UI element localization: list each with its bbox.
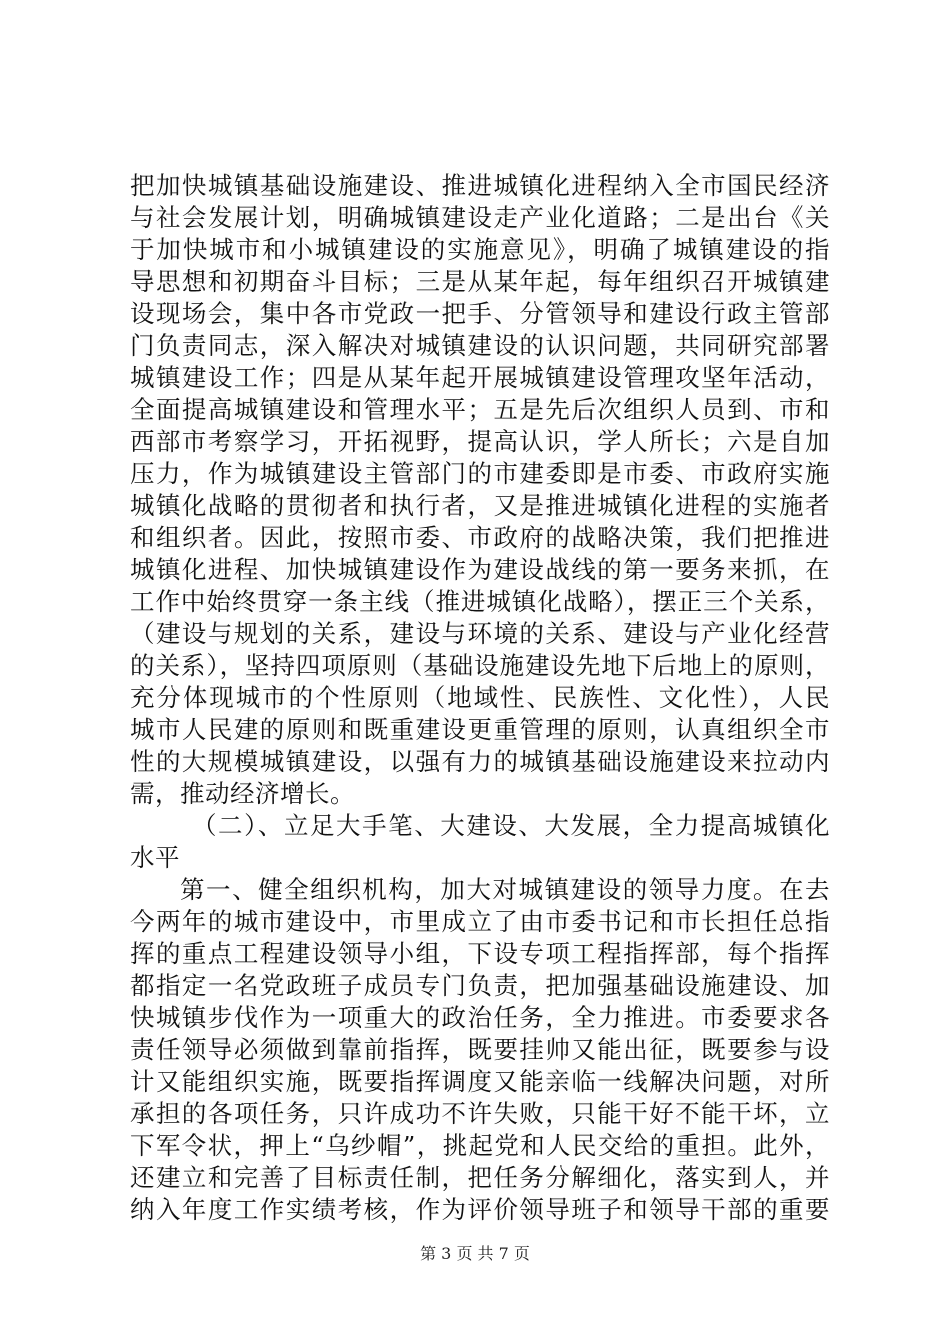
text-line: （建设与规划的关系，建设与环境的关系、建设与产业化经营 bbox=[130, 619, 830, 648]
text-line: 今两年的城市建设中，市里成立了由市委书记和市长担任总指 bbox=[130, 907, 830, 936]
text-line: 下军令状，押上“乌纱帽”，挑起党和人民交给的重担。此外， bbox=[130, 1131, 830, 1160]
text-line: 导思想和初期奋斗目标；三是从某年起，每年组织召开城镇建 bbox=[130, 267, 830, 296]
text-line: 西部市考察学习，开拓视野，提高认识，学人所长；六是自加 bbox=[130, 427, 830, 456]
text-line: 需，推动经济增长。 bbox=[130, 779, 355, 808]
text-line: 充分体现城市的个性原则（地域性、民族性、文化性），人民 bbox=[130, 683, 830, 712]
text-line: 的关系），坚持四项原则（基础设施建设先地下后地上的原则， bbox=[130, 651, 830, 680]
text-line: 和组织者。因此，按照市委、市政府的战略决策，我们把推进 bbox=[130, 523, 830, 552]
section-heading bbox=[130, 810, 830, 874]
document-body bbox=[130, 170, 830, 1226]
heading-line: 水平 bbox=[130, 843, 180, 872]
text-line: 还建立和完善了目标责任制，把任务分解细化，落实到人，并 bbox=[130, 1163, 830, 1192]
heading-line: （二）、立足大手笔、大建设、大发展，全力提高城镇化 bbox=[192, 811, 830, 840]
paragraph-2 bbox=[130, 874, 830, 1226]
text-line: 设现场会，集中各市党政一把手、分管领导和建设行政主管部 bbox=[130, 299, 830, 328]
text-line: 第一、健全组织机构，加大对城镇建设的领导力度。在去 bbox=[180, 875, 830, 904]
text-line: 纳入年度工作实绩考核，作为评价领导班子和领导干部的重要 bbox=[130, 1195, 830, 1224]
text-line: 把加快城镇基础设施建设、推进城镇化进程纳入全市国民经济 bbox=[130, 171, 830, 200]
text-line: 门负责同志，深入解决对城镇建设的认识问题，共同研究部署 bbox=[130, 331, 830, 360]
text-line: 城镇建设工作；四是从某年起开展城镇建设管理攻坚年活动， bbox=[130, 363, 830, 392]
text-line: 计又能组织实施，既要指挥调度又能亲临一线解决问题，对所 bbox=[130, 1067, 830, 1096]
text-line: 性的大规模城镇建设，以强有力的城镇基础设施建设来拉动内 bbox=[130, 747, 830, 776]
text-line: 于加快城市和小城镇建设的实施意见》，明确了城镇建设的指 bbox=[130, 235, 830, 264]
text-line: 压力，作为城镇建设主管部门的市建委即是市委、市政府实施 bbox=[130, 459, 830, 488]
text-line: 全面提高城镇建设和管理水平；五是先后次组织人员到、市和 bbox=[130, 395, 830, 424]
text-line: 责任领导必须做到靠前指挥，既要挂帅又能出征，既要参与设 bbox=[130, 1035, 830, 1064]
text-line: 城镇化战略的贯彻者和执行者，又是推进城镇化进程的实施者 bbox=[130, 491, 830, 520]
text-line: 城镇化进程、加快城镇建设作为建设战线的第一要务来抓，在 bbox=[130, 555, 830, 584]
paragraph-1 bbox=[130, 170, 830, 810]
text-line: 工作中始终贯穿一条主线（推进城镇化战略），摆正三个关系， bbox=[130, 587, 830, 616]
text-line: 承担的各项任务，只许成功不许失败，只能干好不能干坏，立 bbox=[130, 1099, 830, 1128]
text-line: 挥的重点工程建设领导小组，下设专项工程指挥部，每个指挥 bbox=[130, 939, 830, 968]
text-line: 快城镇步伐作为一项重大的政治任务，全力推进。市委要求各 bbox=[130, 1003, 830, 1032]
text-line: 与社会发展计划，明确城镇建设走产业化道路；二是出台《关 bbox=[130, 203, 830, 232]
page-number-footer: 第 3 页 共 7 页 bbox=[420, 1244, 530, 1263]
text-line: 城市人民建的原则和既重建设更重管理的原则，认真组织全市 bbox=[130, 715, 830, 744]
text-line: 都指定一名党政班子成员专门负责，把加强基础设施建设、加 bbox=[130, 971, 830, 1000]
